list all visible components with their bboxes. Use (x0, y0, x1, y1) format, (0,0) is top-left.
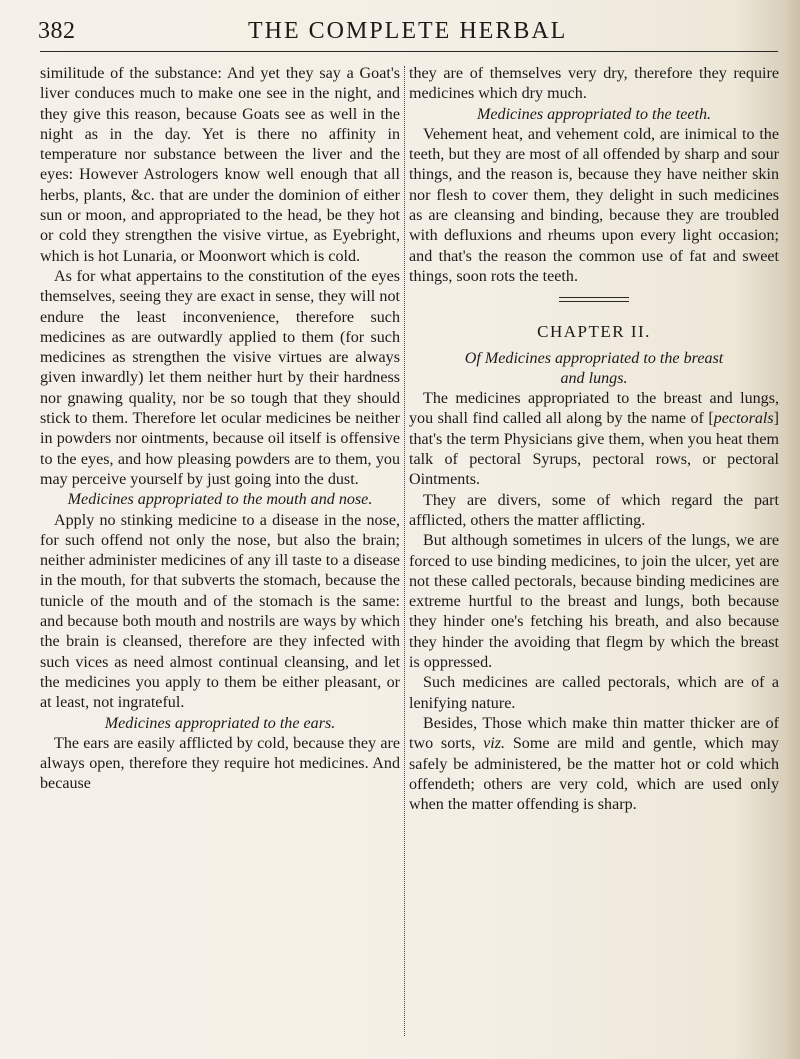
paragraph: The ears are easily afflicted by cold, because they are always open, therefore they require hot medicines. And because (40, 734, 400, 793)
chapter-subtitle-line-1: Of Medicines appropriated to the breast (464, 349, 724, 367)
chapter-subtitle-line-2: and lungs. (560, 369, 628, 387)
text-run: Besides, Those which make thin matter thicker are of two sorts, (409, 714, 779, 753)
paragraph (409, 714, 779, 815)
paragraph: But although sometimes in ulcers of the lungs, we are forced to use binding medicines, to join the ulcer, yet are not these called pectorals, because binding medicines are extreme hurtful to the breast and lungs, both because they hinder one's fetching his breath, and also because they hinder the avoiding that flegm by which the breast is oppressed. (409, 532, 779, 672)
right-column (409, 64, 779, 815)
paragraph: they are of themselves very dry, therefore they require medicines which dry much. (409, 65, 779, 103)
paragraph: similitude of the substance: And yet they say a Goat's liver conduces much to make one see in the night, and they give this reason, because Goats see as well in the night as in the day. Yet is there no affinity in temperature nor substance between the liver and the eyes: However Astrologers know well enough that all herbs, plants, &c. that are under the dominion of either sun or moon, and appropriated to the head, be they hot or cold they strengthen the visive virtue, as Eyebright, which is hot Lunaria, or Moonwort which is cold. (40, 65, 400, 265)
column-divider (404, 66, 405, 1036)
header-rule (40, 51, 778, 52)
section-heading-mouth-nose: Medicines appropriated to the mouth and nose. (67, 491, 373, 509)
chapter-subtitle (409, 349, 779, 390)
text-run: ] that's the term Physicians give them, when you heat them talk of pectoral Syrups, pectoral rows, or pectoral Ointments. (409, 410, 779, 489)
section-heading-teeth: Medicines appropriated to the teeth. (476, 105, 712, 123)
italic-term: pectorals (713, 410, 774, 428)
paragraph: As for what appertains to the constitution of the eyes themselves, seeing they are exact in sense, they will not endure the least inconvenience, therefore such medicines as are outwardly applied to them (for such medicines as strengthen the visive virtues are always given inwardly) let them neither hurt by their hardness nor gnawing quality, nor be so tough that they should stick to them. Therefore let ocular medicines be neither in powders nor ointments, because oil itself is offensive to the eyes, and how pleasing powders are to them, you may perceive yourself by just going into the dust. (40, 267, 400, 488)
text-run: Some are mild and gentle, which may safely be administered, be the matter hot or cold which offendeth; others are very cold, which are used only when the matter offending is sharp. (409, 735, 779, 814)
left-column (40, 64, 400, 795)
paragraph: Vehement heat, and vehement cold, are inimical to the teeth, but they are most of all offended by sharp and sour things, and the reason is, because they have neither skin nor flesh to cover them, they delight in such medicines as are cleansing and binding, because they are troubled with defluxions and rheums upon every light occasion; and that's the reason the common use of fat and sweet things, soon rots the teeth. (409, 125, 779, 285)
text-run: The medicines appropriated to the breast and lungs, you shall find called all along by the name of [ (409, 390, 779, 428)
chapter-title: CHAPTER II. (537, 322, 651, 342)
chapter-rule (559, 297, 629, 302)
paragraph (409, 389, 779, 490)
paragraph: They are divers, some of which regard the part afflicted, others the matter afflicting. (409, 491, 779, 529)
paragraph: Apply no stinking medicine to a disease in the nose, for such offend not only the nose, but also the brain; neither administer medicines of any ill taste to a disease in the mouth, for that subverts the stomach, because the tunicle of the mouth and of the stomach is the same: and because both mouth and nostrils are ways by which the brain is cleansed, therefore are they infected with such vices as need almost continual cleansing, and let the medicines you apply to them be either pleasant, or at least, not ingrateful. (40, 511, 400, 712)
page-header (38, 8, 778, 42)
paragraph: Such medicines are called pectorals, which are of a lenifying nature. (409, 674, 779, 712)
page-number: 382 (38, 18, 76, 44)
running-head: THE COMPLETE HERBAL (248, 18, 568, 44)
italic-term: viz. (483, 735, 506, 753)
section-heading-ears: Medicines appropriated to the ears. (104, 714, 336, 732)
